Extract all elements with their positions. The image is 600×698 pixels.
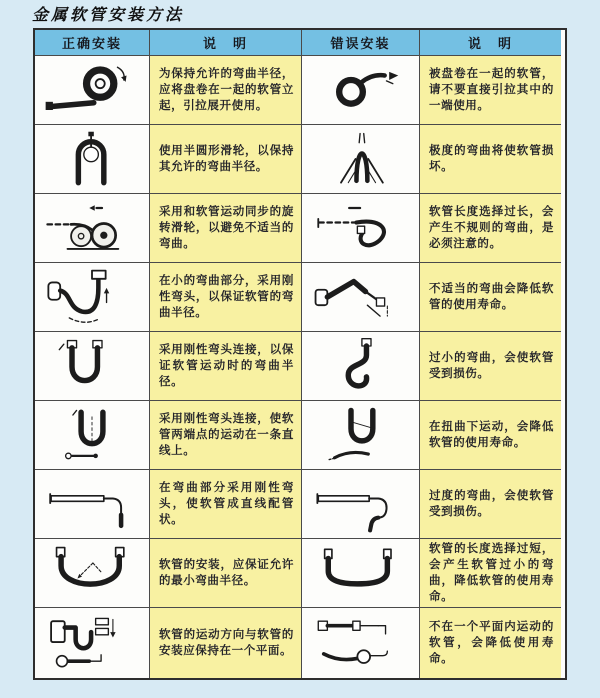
correct-description: 为保持允许的弯曲半径，应将盘卷在一起的软管立起，引拉展开使用。 [149,55,301,124]
overlong-irregular-loop-icon [311,197,411,259]
wrong-illustration-cell [301,193,419,262]
table-header-row [35,30,565,55]
correct-illustration-cell [35,331,149,400]
wrong-description: 软管的长度选择过短，会产生软管过小的弯曲，降低软管的使用寿命。 [419,538,561,607]
wrong-description: 被盘卷在一起的软管，请不要直接引拉其中的一端使用。 [419,55,561,124]
table-row [35,193,565,262]
correct-description: 软管的运动方向与软管的安装应保持在一个平面。 [149,607,301,678]
too-short-flat-u-icon [311,542,411,604]
semicircular-pulley-icon [42,128,142,190]
wrong-illustration-cell [301,331,419,400]
u-shape-inline-motion-icon [42,404,142,466]
table-row [35,55,565,124]
correct-description: 使用半圆形滑轮，以保持其允许的弯曲半径。 [149,124,301,193]
correct-illustration-cell [35,55,149,124]
too-small-bend-hook-icon [311,335,411,397]
wrong-illustration-cell [301,262,419,331]
correct-description: 在小的弯曲部分，采用刚性弯头，以保证软管的弯曲半径。 [149,262,301,331]
coiled-hose-pulled-icon [311,59,411,121]
wrong-illustration-cell [301,607,419,678]
coiled-hose-upright-icon [42,59,142,121]
wrong-description: 不在一个平面内运动的软管，会降低使用寿命。 [419,607,561,678]
improper-kinked-bend-icon [311,266,411,328]
straight-pipe-rigid-elbow-icon [42,473,142,535]
correct-illustration-cell [35,469,149,538]
correct-description: 采用刚性弯头连接，使软管两端点的运动在一条直线上。 [149,400,301,469]
correct-illustration-cell [35,538,149,607]
wrong-illustration-cell [301,400,419,469]
table-row [35,469,565,538]
correct-description: 软管的安装，应保证允许的最小弯曲半径。 [149,538,301,607]
correct-description: 采用刚性弯头连接，以保证软管运动时的弯曲半径。 [149,331,301,400]
u-shape-twisted-icon [311,404,411,466]
non-planar-motion-icon [311,612,411,674]
table-row [35,607,565,678]
table-row [35,262,565,331]
correct-description: 在弯曲部分采用刚性弯头，使软管成直线配管状。 [149,469,301,538]
header-correct-install: 正确安装 [35,30,149,55]
wrong-description: 极度的弯曲将使软管损坏。 [419,124,561,193]
single-plane-s-trap-icon [42,612,142,674]
table-row [35,124,565,193]
correct-illustration-cell [35,400,149,469]
wrong-illustration-cell [301,55,419,124]
overbent-elbow-icon [311,473,411,535]
wrong-illustration-cell [301,124,419,193]
rigid-elbow-small-bend-icon [42,266,142,328]
extreme-sharp-bend-icon [311,128,411,190]
min-bend-radius-u-icon [42,542,142,604]
header-description-2: 说 明 [419,30,561,55]
table-row [35,538,565,607]
correct-illustration-cell [35,262,149,331]
table-row [35,331,565,400]
correct-illustration-cell [35,124,149,193]
installation-guide-table [33,28,567,680]
wrong-description: 过小的弯曲，会使软管受到损伤。 [419,331,561,400]
wrong-description: 软管长度选择过长，会产生不规则的弯曲，是必须注意的。 [419,193,561,262]
wrong-illustration-cell [301,469,419,538]
correct-illustration-cell [35,607,149,678]
header-description-1: 说 明 [149,30,301,55]
header-wrong-install: 错误安装 [301,30,419,55]
wrong-illustration-cell [301,538,419,607]
rigid-elbow-u-hang-icon [42,335,142,397]
correct-description: 采用和软管运动同步的旋转滑轮，以避免不适当的弯曲。 [149,193,301,262]
synchronized-rollers-icon [42,197,142,259]
wrong-description: 不适当的弯曲会降低软管的使用寿命。 [419,262,561,331]
wrong-description: 在扭曲下运动，会降低软管的使用寿命。 [419,400,561,469]
page-title: 金属软管安装方法 [32,5,185,24]
correct-illustration-cell [35,193,149,262]
wrong-description: 过度的弯曲，会使软管受到损伤。 [419,469,561,538]
table-row [35,400,565,469]
